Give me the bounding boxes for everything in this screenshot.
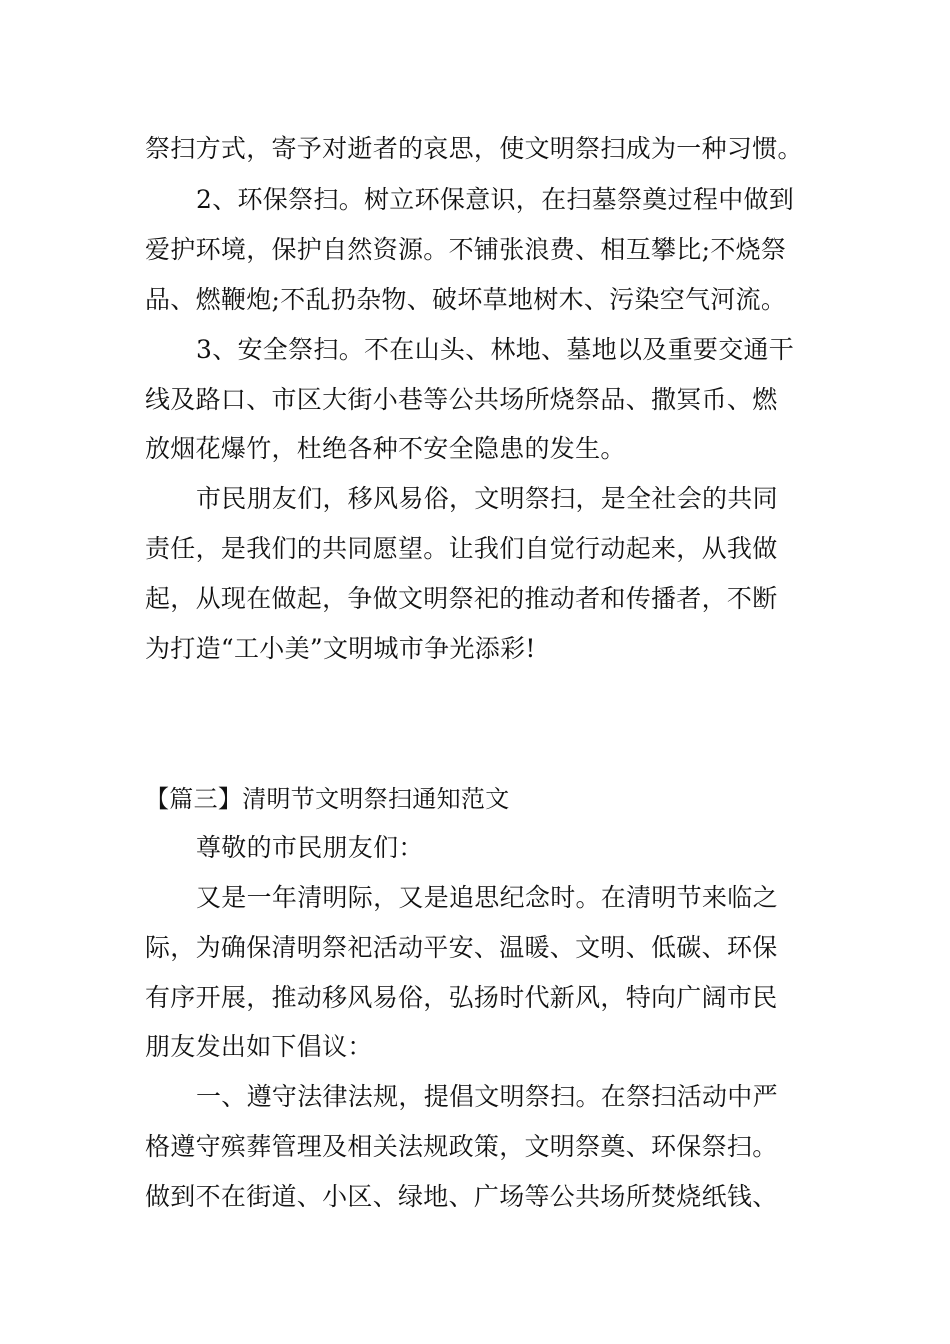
text-line: 做到不在街道、小区、绿地、广场等公共场所焚烧纸钱、: [145, 1182, 778, 1211]
text-line: 3、安全祭扫。不在山头、林地、墓地以及重要交通干: [196, 335, 795, 364]
text-line: 2、环保祭扫。树立环保意识，在扫墓祭奠过程中做到: [196, 185, 795, 214]
text-line: 又是一年清明际，又是追思纪念时。在清明节来临之: [196, 883, 778, 912]
text-line: 有序开展，推动移风易俗，弘扬时代新风，特向广阔市民: [145, 983, 778, 1012]
section-heading: 【篇三】清明节文明祭扫通知范文: [145, 785, 510, 813]
text-line: 责任，是我们的共同愿望。让我们自觉行动起来，从我做: [145, 534, 778, 563]
text-line: 放烟花爆竹，杜绝各种不安全隐患的发生。: [145, 434, 626, 463]
text-line: 爱护环境，保护自然资源。不铺张浪费、相互攀比;不烧祭: [145, 235, 787, 264]
text-line: 一、遵守法律法规，提倡文明祭扫。在祭扫活动中严: [196, 1082, 778, 1111]
text-line: 格遵守殡葬管理及相关法规政策，文明祭奠、环保祭扫。: [145, 1132, 778, 1161]
text-line: 际，为确保清明祭祀活动平安、温暖、文明、低碳、环保: [145, 933, 778, 962]
text-line: 起，从现在做起，争做文明祭祀的推动者和传播者，不断: [145, 584, 778, 613]
text-line: 为打造“工小美”文明城市争光添彩!: [145, 634, 536, 663]
text-line: 祭扫方式，寄予对逝者的哀思，使文明祭扫成为一种习惯。: [145, 134, 803, 163]
text-line: 市民朋友们，移风易俗，文明祭扫，是全社会的共同: [196, 484, 778, 513]
text-line: 朋友发出如下倡议：: [145, 1032, 373, 1061]
text-line: 线及路口、市区大街小巷等公共场所烧祭品、撒冥币、燃: [145, 385, 778, 414]
text-line: 品、燃鞭炮;不乱扔杂物、破坏草地树木、污染空气河流。: [145, 285, 787, 314]
salutation: 尊敬的市民朋友们：: [196, 833, 424, 862]
